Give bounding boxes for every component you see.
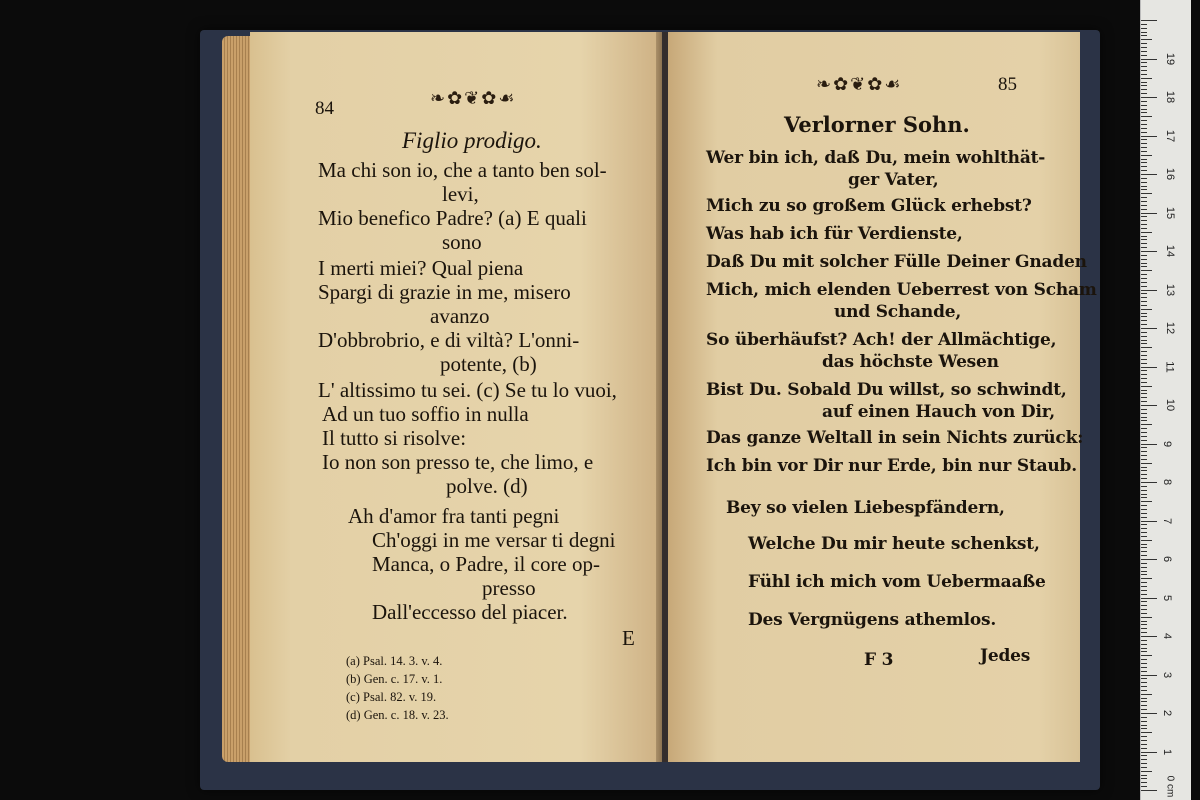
ruler-tick [1141,648,1147,649]
ruler-tick [1141,270,1152,271]
ruler-tick [1141,93,1147,94]
ruler-number: 13 [1164,283,1177,296]
verse-line: Mich, mich elenden Ueberrest von Scham [706,280,1097,300]
ruler-tick [1141,586,1147,587]
ruler-tick [1141,101,1147,102]
ruler-tick [1141,82,1147,83]
ruler-tick [1141,705,1147,706]
ruler-tick [1141,617,1152,618]
ruler-tick [1141,609,1147,610]
verse-line: Welche Du mir heute schenkst, [748,534,1040,554]
ruler-tick [1141,136,1157,137]
ruler-tick [1141,605,1147,606]
ruler-tick [1141,116,1152,117]
signature-mark: F 3 [864,650,894,670]
ruler-tick [1141,51,1147,52]
ruler-tick [1141,786,1147,787]
ruler-tick [1141,701,1147,702]
ruler-tick [1141,732,1152,733]
ruler-tick [1141,790,1157,791]
ruler-tick [1141,143,1147,144]
ruler-tick [1141,32,1147,33]
ruler-tick [1141,486,1147,487]
ruler-tick [1141,228,1147,229]
ruler-tick [1141,243,1147,244]
ruler-tick [1141,490,1147,491]
ruler-tick [1141,263,1147,264]
verse-line: auf einen Hauch von Dir, [822,402,1055,422]
ruler-tick [1141,598,1157,599]
page-heading: Verlorner Sohn. [784,112,970,137]
ruler-tick [1141,247,1147,248]
ruler-number: 7 [1161,517,1174,524]
ruler-tick [1141,97,1157,98]
verse-line: L' altissimo tu sei. (c) Se tu lo vuoi, [318,378,617,402]
verse-line: und Schande, [834,302,962,322]
ruler-tick [1141,43,1147,44]
ruler-tick [1141,447,1147,448]
ruler-tick [1141,28,1147,29]
ruler-tick [1141,571,1147,572]
measuring-ruler [1140,0,1191,800]
ruler-number: 11 [1163,360,1176,373]
ruler-tick [1141,513,1147,514]
signature-mark: E [622,626,635,650]
ruler-tick [1141,524,1147,525]
ruler-tick [1141,209,1147,210]
verse-line: potente, (b) [440,352,537,376]
ruler-tick [1141,224,1147,225]
ruler-tick [1141,567,1147,568]
ruler-tick [1141,59,1157,60]
ruler-tick [1141,482,1157,483]
ruler-tick [1141,343,1147,344]
ruler-tick [1141,390,1147,391]
ruler-tick [1141,694,1152,695]
ruler-tick [1141,717,1147,718]
ruler-tick [1141,197,1147,198]
ruler-tick [1141,89,1147,90]
ruler-tick [1141,178,1147,179]
verse-line: das höchste Wesen [822,352,999,372]
footnote: (a) Psal. 14. 3. v. 4. [346,654,443,668]
ruler-number: 5 [1161,594,1174,601]
ruler-tick [1141,255,1147,256]
ruler-tick [1141,424,1152,425]
verse-line: Wer bin ich, daß Du, mein wohlthät- [706,148,1046,168]
ruler-tick [1141,120,1147,121]
page-heading: Figlio prodigo. [402,128,542,153]
verse-line: polve. (d) [446,474,528,498]
ruler-tick [1141,444,1157,445]
ruler-tick [1141,70,1147,71]
ruler-tick [1141,386,1152,387]
verse-line: Bey so vielen Liebespfändern, [726,498,1005,518]
ruler-tick [1141,667,1147,668]
ruler-tick [1141,678,1147,679]
ruler-tick [1141,636,1157,637]
verse-line: presso [482,576,536,600]
ruler-tick [1141,66,1147,67]
verse-line: I merti miei? Qual piena [318,256,524,280]
ruler-number: 15 [1164,206,1177,219]
ruler-number: 2 [1161,709,1174,717]
verse-line: So überhäufst? Ach! der Allmächtige, [706,330,1057,350]
verse-line: Ch'oggi in me versar ti degni [372,528,616,552]
ruler-tick [1141,132,1147,133]
ruler-tick [1141,174,1157,175]
ruler-tick [1141,574,1147,575]
ruler-tick [1141,755,1147,756]
verse-line: Ich bin vor Dir nur Erde, bin nur Staub. [706,456,1077,476]
ruler-number: 12 [1164,321,1177,335]
ruler-tick [1141,440,1147,441]
ruler-tick [1141,451,1147,452]
ruler-tick [1141,540,1152,541]
ruler-tick [1141,201,1147,202]
ruler-tick [1141,297,1147,298]
ruler-tick [1141,239,1147,240]
ruler-tick [1141,382,1147,383]
ruler-tick [1141,409,1147,410]
ruler-tick [1141,393,1147,394]
ruler-tick [1141,744,1147,745]
ruler-tick [1141,20,1157,21]
ruler-tick [1141,47,1147,48]
ruler-tick [1141,139,1147,140]
ruler-tick [1141,336,1147,337]
ruler-tick [1141,528,1147,529]
ruler-tick [1141,405,1157,406]
ruler-tick [1141,501,1152,502]
ruler-tick [1141,578,1152,579]
ruler-tick [1141,320,1147,321]
ruler-tick [1141,698,1147,699]
ruler-tick [1141,775,1147,776]
ruler-tick [1141,305,1147,306]
verse-line: levi, [442,182,479,206]
ruler-tick [1141,186,1147,187]
verse-line: Fühl ich mich vom Uebermaaße [748,572,1046,592]
ruler-tick [1141,494,1147,495]
ruler-tick [1141,771,1152,772]
ruler-tick [1141,313,1147,314]
ruler-tick [1141,205,1147,206]
verse-line: avanzo [430,304,490,328]
ruler-tick [1141,767,1147,768]
ruler-number: 6 [1161,555,1174,563]
ruler-tick [1141,220,1147,221]
ruler-tick [1141,420,1147,421]
ruler-tick [1141,551,1147,552]
verse-line: Ma chi son io, che a tanto ben sol- [318,158,607,182]
verse-line: Io non son presso te, che limo, e [322,450,594,474]
ruler-tick [1141,624,1147,625]
ruler-tick [1141,182,1147,183]
verse-line: Mich zu so großem Glück erhebst? [706,196,1032,216]
ruler-tick [1141,367,1157,368]
ruler-tick [1141,105,1147,106]
ruler-tick [1141,112,1147,113]
ruler-tick [1141,159,1147,160]
ruler-tick [1141,740,1147,741]
ruler-tick [1141,640,1147,641]
ruler-tick [1141,748,1147,749]
ruler-tick [1141,559,1157,560]
ruler-tick [1141,778,1147,779]
verse-line: sono [442,230,482,254]
ruler-tick [1141,536,1147,537]
ruler-tick [1141,590,1147,591]
ruler-tick [1141,621,1147,622]
ruler-tick [1141,232,1152,233]
ruler-tick [1141,690,1147,691]
verse-line: Ah d'amor fra tanti pegni [348,504,560,528]
ruler-number: 10 [1164,398,1177,412]
ruler-tick [1141,632,1147,633]
verse-line: Il tutto si risolve: [322,426,467,450]
ruler-tick [1141,266,1147,267]
ruler-tick [1141,413,1147,414]
ruler-tick [1141,397,1147,398]
ruler-tick [1141,124,1147,125]
ruler-tick [1141,725,1147,726]
ruler-tick [1141,282,1147,283]
verse-line: Manca, o Padre, il core op- [372,552,600,576]
ruler-tick [1141,147,1147,148]
ruler-tick [1141,370,1147,371]
ruler-tick [1141,316,1147,317]
verse-line: Dall'eccesso del piacer. [372,600,568,624]
ruler-tick [1141,759,1147,760]
ruler-tick [1141,78,1152,79]
verse-line: D'obbrobrio, e di viltà? L'onni- [318,328,580,352]
ornament-icon: ❧✿❦✿☙ [430,88,517,108]
ruler-tick [1141,286,1147,287]
ruler-tick [1141,470,1147,471]
ruler-tick [1141,497,1147,498]
ruler-tick [1141,521,1157,522]
footnote: (c) Psal. 82. v. 19. [346,690,437,704]
ruler-tick [1141,151,1147,152]
ruler-tick [1141,162,1147,163]
ruler-tick [1141,478,1147,479]
verse-line: Ad un tuo soffio in nulla [322,402,529,426]
ruler-number: 1 [1161,748,1174,755]
ruler-tick [1141,517,1147,518]
ruler-number: 3 [1161,671,1174,678]
ruler-tick [1141,293,1147,294]
ruler-tick [1141,189,1147,190]
ruler-tick [1141,340,1147,341]
ruler-tick [1141,671,1147,672]
ruler-tick [1141,55,1147,56]
verse-line: Spargi di grazie in me, misero [318,280,571,304]
verse-line: ger Vater, [848,170,939,190]
ruler-tick [1141,259,1147,260]
ruler-number: 9 [1161,440,1174,447]
catchword: Jedes [980,646,1031,666]
ruler-tick [1141,378,1147,379]
ruler-tick [1141,324,1147,325]
ruler-tick [1141,563,1147,564]
footnote: (d) Gen. c. 18. v. 23. [346,708,449,722]
ruler-tick [1141,474,1147,475]
footnote: (b) Gen. c. 17. v. 1. [346,672,443,686]
ruler-tick [1141,290,1157,291]
ruler-tick [1141,74,1147,75]
ruler-tick [1141,728,1147,729]
ruler-tick [1141,432,1147,433]
ruler-tick [1141,544,1147,545]
verse-line: Bist Du. Sobald Du willst, so schwindt, [706,380,1067,400]
right-page [668,32,1097,762]
ruler-tick [1141,651,1147,652]
ruler-tick [1141,274,1147,275]
ruler-tick [1141,628,1147,629]
verse-line: Was hab ich für Verdienste, [706,224,963,244]
ruler-tick [1141,459,1147,460]
ruler-tick [1141,709,1147,710]
ruler-tick [1141,301,1147,302]
ruler-tick [1141,555,1147,556]
verse-line: Daß Du mit solcher Fülle Deiner Gnaden [706,252,1087,272]
ruler-tick [1141,509,1147,510]
ruler-tick [1141,644,1147,645]
ruler-tick [1141,309,1152,310]
ruler-tick [1141,24,1147,25]
ruler-tick [1141,170,1147,171]
ruler-tick [1141,547,1147,548]
ruler-tick [1141,193,1152,194]
ruler-number: 16 [1164,167,1177,181]
ruler-tick [1141,655,1152,656]
ruler-tick [1141,594,1147,595]
ruler-tick [1141,166,1147,167]
ruler-unit-label: 0 cm [1164,775,1176,798]
ruler-tick [1141,85,1147,86]
ruler-number: 18 [1164,90,1177,104]
ruler-tick [1141,278,1147,279]
ruler-tick [1141,355,1147,356]
ruler-tick [1141,713,1157,714]
ruler-tick [1141,128,1147,129]
ruler-tick [1141,613,1147,614]
ruler-tick [1141,663,1147,664]
ruler-tick [1141,505,1147,506]
ruler-tick [1141,467,1147,468]
ruler-tick [1141,351,1147,352]
ruler-tick [1141,155,1152,156]
ruler-tick [1141,659,1147,660]
ruler-tick [1141,62,1147,63]
ruler-tick [1141,752,1157,753]
page-number: 84 [315,98,334,119]
page-number: 85 [998,74,1017,95]
ruler-number: 19 [1164,52,1177,65]
ruler-tick [1141,682,1147,683]
ruler-tick [1141,39,1152,40]
ruler-tick [1141,463,1152,464]
ruler-number: 8 [1161,478,1174,486]
ruler-tick [1141,359,1147,360]
ruler-tick [1141,721,1147,722]
ruler-tick [1141,109,1147,110]
ruler-number: 4 [1161,632,1174,640]
ruler-tick [1141,216,1147,217]
left-page [250,32,662,762]
ruler-tick [1141,35,1147,36]
ruler-number: 14 [1164,244,1177,258]
ruler-tick [1141,782,1147,783]
ruler-tick [1141,236,1147,237]
ruler-tick [1141,601,1147,602]
ruler-tick [1141,374,1147,375]
verse-line: Mio benefico Padre? (a) E quali [318,206,587,230]
ruler-tick [1141,455,1147,456]
ruler-tick [1141,417,1147,418]
ruler-tick [1141,686,1147,687]
ruler-tick [1141,328,1157,329]
ruler-tick [1141,332,1147,333]
page-edges [222,36,252,762]
ruler-tick [1141,428,1147,429]
ruler-tick [1141,347,1152,348]
ruler-tick [1141,363,1147,364]
ruler-tick [1141,763,1147,764]
ruler-tick [1141,532,1147,533]
ruler-tick [1141,675,1157,676]
ruler-tick [1141,582,1147,583]
ruler-tick [1141,736,1147,737]
ruler-number: 17 [1164,129,1177,142]
ruler-tick [1141,436,1147,437]
ruler-tick [1141,401,1147,402]
verse-line: Des Vergnügens athemlos. [748,610,997,630]
verse-line: Das ganze Weltall in sein Nichts zurück: [706,428,1084,448]
ruler-tick [1141,213,1157,214]
ornament-icon: ❧✿❦✿☙ [816,74,903,94]
ruler-tick [1141,251,1157,252]
